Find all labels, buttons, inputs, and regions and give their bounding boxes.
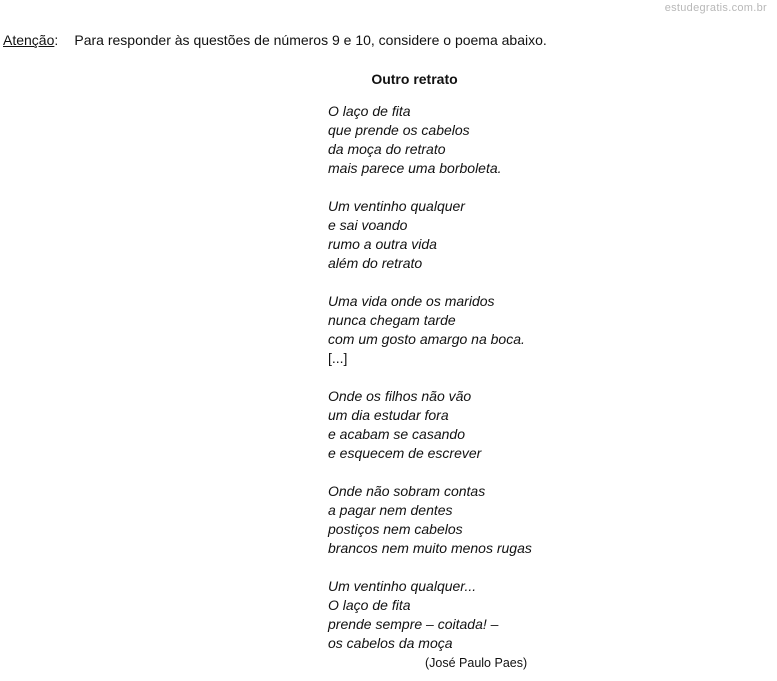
stanza-4	[328, 387, 532, 463]
stanza-3	[328, 292, 532, 368]
poem-line: rumo a outra vida	[328, 236, 437, 252]
poem-line: Um ventinho qualquer	[328, 198, 465, 214]
poem-line: O laço de fita	[328, 103, 411, 119]
instruction-line	[3, 31, 547, 49]
poem-line: da moça do retrato	[328, 141, 446, 157]
attention-colon: :	[54, 32, 59, 48]
stanza-6	[328, 577, 532, 653]
poem-line: nunca chegam tarde	[328, 312, 456, 328]
poem-line: e esquecem de escrever	[328, 445, 482, 461]
poem-line: postiços nem cabelos	[328, 521, 463, 537]
poem-line: e acabam se casando	[328, 426, 465, 442]
poem-line: Um ventinho qualquer...	[328, 578, 477, 594]
poem-line: Onde os filhos não vão	[328, 388, 472, 404]
omission-mark: [...]	[328, 350, 348, 366]
poem-line: os cabelos da moça	[328, 635, 453, 651]
poem-line: com um gosto amargo na boca.	[328, 331, 525, 347]
poem-line: Onde não sobram contas	[328, 483, 486, 499]
stanza-5	[328, 482, 532, 558]
poem-line: um dia estudar fora	[328, 407, 449, 423]
poem-title: Outro retrato	[371, 71, 458, 87]
poem-line: O laço de fita	[328, 597, 411, 613]
poem-line: Uma vida onde os maridos	[328, 293, 495, 309]
poem-line: e sai voando	[328, 217, 408, 233]
poem-line: que prende os cabelos	[328, 122, 470, 138]
attention-label: Atenção	[3, 32, 55, 48]
poem-line: mais parece uma borboleta.	[328, 160, 502, 176]
poem-line: a pagar nem dentes	[328, 502, 453, 518]
site-watermark: estudegratis.com.br	[664, 2, 767, 14]
poem-author: (José Paulo Paes)	[425, 656, 528, 670]
poem-body	[328, 102, 532, 672]
poem-line: além do retrato	[328, 255, 423, 271]
instruction-text: Para responder às questões de números 9 e 10, considere o poema abaixo.	[74, 32, 547, 48]
poem-line: brancos nem muito menos rugas	[328, 540, 532, 556]
stanza-2	[328, 197, 532, 273]
poem-line: prende sempre – coitada! –	[328, 616, 499, 632]
stanza-1	[328, 102, 532, 178]
